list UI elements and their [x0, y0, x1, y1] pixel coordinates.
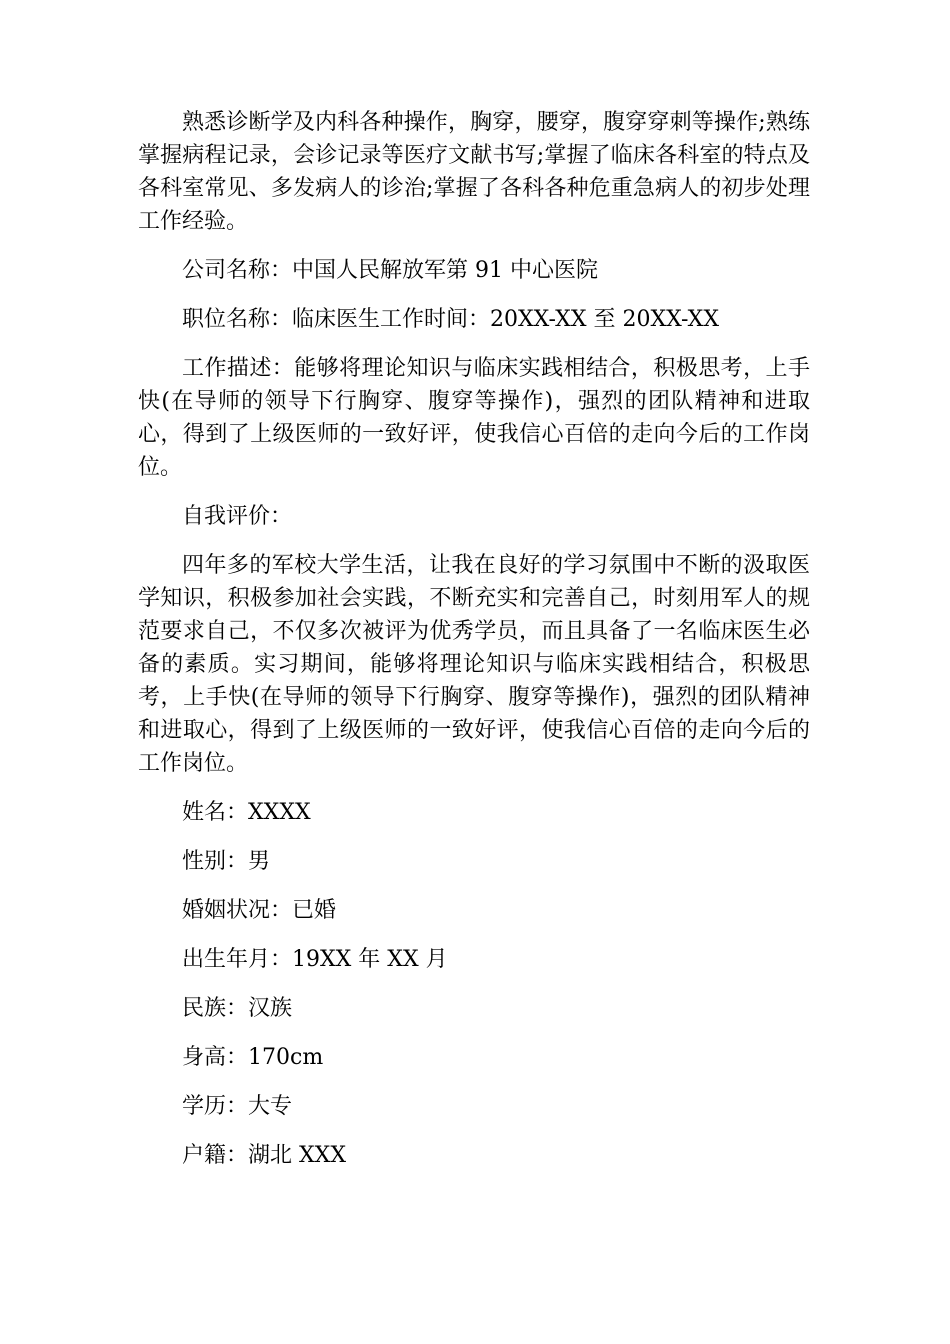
marital-status-line: 婚姻状况：已婚 — [182, 898, 337, 923]
gender-line: 性别：男 — [182, 849, 271, 874]
household-registration-line: 户籍：湖北 XXX — [182, 1143, 346, 1168]
skills-paragraph: 熟悉诊断学及内科各种操作，胸穿，腰穿，腹穿穿刺等操作;熟练掌握病程记录，会诊记录等医疗文献书写;掌握了临床各科室的特点及各科室常见、多发病人的诊治;掌握了各科各种危重急病人的初步处理工作经验。 — [138, 110, 810, 234]
self-evaluation-paragraph: 四年多的军校大学生活，让我在良好的学习氛围中不断的汲取医学知识，积极参加社会实践，不断充实和完善自己，时刻用军人的规范要求自己，不仅多次被评为优秀学员，而且具备了一名临床医生必备的素质。实习期间，能够将理论知识与临床实践相结合，积极思考，上手快(在导师的领导下行胸穿、腹穿等操作)，强烈的团队精神和进取心，得到了上级医师的一致好评，使我信心百倍的走向今后的工作岗位。 — [138, 553, 810, 776]
document-body — [138, 106, 810, 1188]
self-evaluation-heading: 自我评价： — [182, 504, 293, 529]
birth-date-line: 出生年月：19XX 年 XX 月 — [182, 947, 448, 972]
position-line: 职位名称：临床医生工作时间：20XX-XX 至 20XX-XX — [182, 307, 720, 332]
job-description-paragraph: 工作描述：能够将理论知识与临床实践相结合，积极思考，上手快(在导师的领导下行胸穿、腹穿等操作)，强烈的团队精神和进取心，得到了上级医师的一致好评，使我信心百倍的走向今后的工作岗位。 — [138, 356, 810, 480]
height-line: 身高：170cm — [182, 1045, 324, 1070]
name-line: 姓名：XXXX — [182, 800, 311, 825]
education-line: 学历：大专 — [182, 1094, 293, 1119]
ethnicity-line: 民族：汉族 — [182, 996, 293, 1021]
company-name-line: 公司名称：中国人民解放军第 91 中心医院 — [182, 258, 598, 283]
